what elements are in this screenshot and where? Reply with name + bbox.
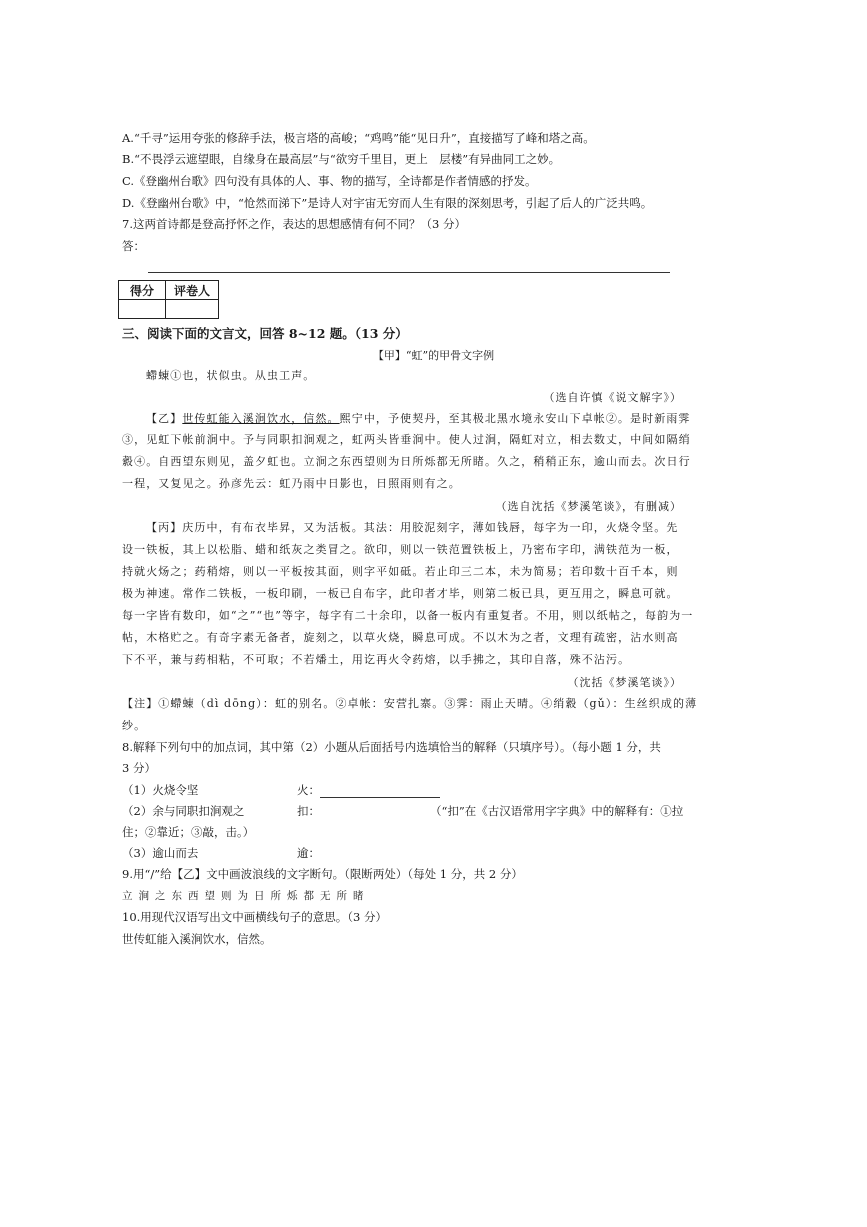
q8-item3-word: 逾：: [297, 846, 320, 860]
bing-line-4: 极为神速。常作二铁板，一板印刷，一板已自布字，此印者才毕，则第二板已具，更互用之，瞬息可就。: [122, 587, 679, 600]
q8-item2-text: （2）余与同职扣涧观之: [122, 804, 245, 818]
bing-line-1: 【丙】庆历中，有布衣毕昇，又为活板。其法：用胶泥刻字，薄如钱唇，每字为一印，火烧令坚。先: [146, 521, 679, 534]
q6-option-b: B.“不畏浮云遮望眼，自缘身在最高层”与“欲穷千里目，更上 层楼”有异曲同工之妙。: [122, 152, 561, 166]
q8-item3-text: （3）逾山而去: [122, 846, 199, 860]
yi-source: （选自沈括《梦溪笔谈》，有删减）: [495, 500, 682, 513]
q7-question: 7.这两首诗都是登高抒怀之作，表达的思想感情有何不同？（3 分）: [122, 217, 466, 231]
q8-item2-word: 扣：: [297, 804, 320, 818]
q10-question: 10.用现代汉语写出文中画横线句子的意思。（3 分）: [122, 910, 388, 924]
q7-answer-label: 答：: [122, 239, 145, 253]
jia-source: （选自许慎《说文解字》）: [543, 391, 682, 404]
grader-cell[interactable]: [166, 300, 219, 319]
section3-title: 三、阅读下面的文言文，回答 8~12 题。（13 分）: [122, 326, 408, 341]
q6-option-a: A.“千寻”运用夸张的修辞手法，极言塔的高峻；“鸡鸣”能“见日升”，直接描写了峰和塔之高。: [122, 131, 595, 145]
bing-line-5: 每一字皆有数印，如“之”“也”等字，每字有二十余印，以备一板内有重复者。不用，则以纸帖之，每韵为一: [122, 609, 694, 622]
q9-question: 9.用“/”给【乙】文中画波浪线的文字断句。（限断两处）（每处 1 分，共 2 分）: [122, 867, 523, 881]
yi-underlined-sentence: 世传虹能入溪涧饮水，信然。: [182, 412, 340, 425]
q7-answer-line[interactable]: [148, 272, 670, 273]
bing-source: （沈括《梦溪笔谈》）: [567, 676, 682, 689]
bing-line-3: 持就火炀之；药稍熔，则以一平板按其面，则字平如砥。若止印三二本，未为简易；若印数十百千本，则: [122, 565, 679, 578]
score-cell[interactable]: [119, 300, 166, 319]
q8-item1-text: （1）火烧令坚: [122, 783, 199, 797]
yi-label: 【乙】: [146, 412, 183, 425]
jia-text: 螮蝀①也，状似虫。从虫工声。: [146, 369, 316, 382]
q8-item1-answer: [297, 782, 440, 798]
q10-sentence: 世传虹能入溪涧饮水，信然。: [122, 932, 272, 946]
bing-line-7: 下不平，兼与药相粘，不可取；不若燔土，用讫再火令药熔，以手拂之，其印自落，殊不沾污。: [122, 653, 631, 666]
q9-text[interactable]: 立涧之东西望则为日所烁都无所睹: [122, 890, 370, 902]
yi-line-1: [146, 411, 691, 426]
score-header: 得分: [119, 281, 166, 300]
score-table: [118, 280, 219, 319]
q8-item2-hint: （“扣”在《古汉语常用字字典》中的解释有：①拉: [430, 804, 684, 818]
q8-question-line-2: 3 分）: [122, 761, 156, 775]
q6-option-c: C.《登幽州台歌》四句没有具体的人、事、物的描写，全诗都是作者情感的抒发。: [122, 174, 537, 188]
q8-item2-hint-cont: 住；②靠近；③敲，击。）: [122, 825, 255, 839]
notes-line-1: 【注】①螮蝀（dì dōng）：虹的别名。②卓帐：安营扎寨。③霁：雨止天晴。④绡縠（gǔ）：生丝织成的薄: [122, 697, 698, 710]
bing-line-6: 帖，木格贮之。有奇字素无备者，旋刻之，以草火烧，瞬息可成。不以木为之者，文理有疏密，沾水则高: [122, 631, 679, 644]
yi-line-2: ③，见虹下帐前涧中。予与同职扣涧观之，虹两头皆垂涧中。使人过涧，隔虹对立，相去数丈，中间如隔绡: [122, 433, 691, 446]
jia-heading: 【甲】“虹”的甲骨文字例: [372, 349, 495, 362]
q8-question-line-1: 8.解释下列句中的加点词，其中第（2）小题从后面括号内选填恰当的解释（只填序号）。（每小题 1 分，共: [122, 740, 661, 754]
q6-option-d: D.《登幽州台歌》中，“怆然而涕下”是诗人对宇宙无穷而人生有限的深刻思考，引起了后人的广泛共鸣。: [122, 196, 653, 210]
bing-line-2: 设一铁板，其上以松脂、蜡和纸灰之类冒之。欲印，则以一铁范置铁板上，乃密布字印，满铁范为一板，: [122, 543, 679, 556]
grader-header: 评卷人: [166, 281, 219, 300]
yi-line-1-rest: 熙宁中，予使契丹，至其极北黑水境永安山下卓帐②。是时新雨霁: [339, 412, 691, 425]
notes-line-2: 纱。: [122, 719, 147, 732]
yi-line-3: 縠④。自西望东则见，盖夕虹也。立涧之东西望则为日所烁都无所睹。久之，稍稍正东，逾山而去。次日行: [122, 455, 691, 468]
yi-line-4: 一程，又复见之。孙彦先云：虹乃雨中日影也，日照雨则有之。: [122, 477, 461, 490]
q8-item1-word: 火：: [297, 783, 320, 797]
q8-item1-blank[interactable]: [320, 786, 440, 798]
